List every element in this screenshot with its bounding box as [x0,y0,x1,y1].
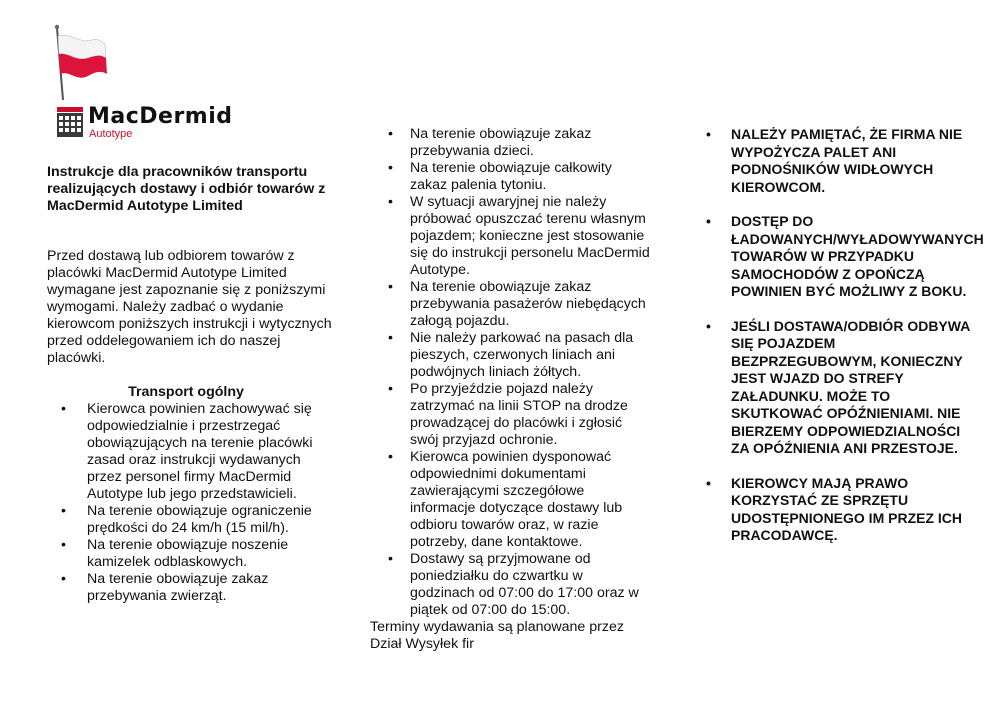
bullet-icon: • [61,503,66,519]
bullet-icon: • [388,126,393,142]
bullet-icon: • [388,160,393,176]
right-column [706,126,984,562]
left-column [47,164,337,605]
left-bullet-list [61,401,337,605]
bullet-icon: • [388,279,393,295]
list-item [388,160,650,194]
list-item-text: Na terenie obowiązuje całkowity zakaz palenia tytoniu. [410,160,612,193]
list-item [61,537,337,571]
list-item-text: KIEROWCY MAJĄ PRAWO KORZYSTAĆ ZE SPRZĘTU UDOSTĘPNIONEGO IM PRZEZ ICH PRACODAWCĘ. [731,474,963,543]
bullet-icon: • [61,571,66,587]
bullet-icon: • [388,194,393,210]
list-item-text: Nie należy parkować na pasach dla pieszych, czerwonych liniach ani podwójnych liniach żółtych. [410,330,634,380]
list-item [388,194,650,279]
list-item-text: W sytuacji awaryjnej nie należy próbować opuszczać terenu własnym pojazdem; konieczne jest stosowanie się do instrukcji personelu MacDermid Autotype. [410,194,650,278]
list-item-text: Na terenie obowiązuje zakaz przebywania pasażerów niebędących załogą pojazdu. [410,279,646,329]
right-bullet-list [706,126,984,545]
intro-paragraph: Przed dostawą lub odbiorem towarów z placówki MacDermid Autotype Limited wymagane jest zapoznanie się z poniższymi wymogami. Należy zadbać o wydanie kierowcom poniższych instrukcji i wytycznych przed oddelegowaniem ich do naszej placówki. [47,248,332,366]
list-item [61,503,337,537]
list-item-text: Na terenie obowiązuje noszenie kamizelek odblaskowych. [87,537,289,570]
bullet-icon: • [706,126,711,142]
list-item-text: Kierowca powinien dysponować odpowiednimi dokumentami zawierającymi szczegółowe informacje dotyczące dostawy lub odbioru towarów oraz, w razie potrzeby, dane kontaktowe. [410,449,623,550]
bullet-icon: • [61,537,66,553]
bullet-icon: • [706,213,711,229]
list-item [388,381,650,449]
list-item-text: Dostawy są przyjmowane od poniedziałku do czwartku w godzinach od 07:00 do 17:00 oraz w piątek od 07:00 do 15:00. [410,551,639,618]
middle-bullet-list [388,126,650,619]
list-item [706,318,976,458]
logo-subtitle: Autotype [89,128,133,140]
macdermid-logo [57,105,287,145]
bullet-icon: • [706,317,711,334]
list-item-text: DOSTĘP DO ŁADOWANYCH/WYŁADOWYWANYCH TOWARÓW W PRZYPADKU SAMOCHODÓW Z OPOŃCZĄ POWINIEN BYĆ MOŻLIWY Z BOKU. [731,213,984,299]
list-item [706,126,976,196]
list-item-text: JEŚLI DOSTAWA/ODBIÓR ODBYWA SIĘ POJAZDEM BEZPRZEGUBOWYM, KONIECZNY JEST WJAZD DO STREFY ZAŁADUNKU. MOŻE TO SKUTKOWAĆ OPÓŹNIENIAMI. NIE BIERZEMY ODPOWIEDZIALNOŚCI ZA OPÓŹNIENIA ANI PRZESTOJE. [731,317,970,456]
bullet-icon: • [388,381,393,397]
list-item-text: Na terenie obowiązuje zakaz przebywania dzieci. [410,126,592,159]
list-item-text: Na terenie obowiązuje zakaz przebywania zwierząt. [87,571,269,604]
polish-flag-icon [50,22,110,102]
bullet-icon: • [388,330,393,346]
list-item-text: NALEŻY PAMIĘTAĆ, ŻE FIRMA NIE WYPOŻYCZA PALET ANI PODNOŚNIKÓW WIDŁOWYCH KIEROWCOM. [731,126,963,195]
logo-name: MacDermid [88,104,233,129]
list-item-text: Po przyjeździe pojazd należy zatrzymać na linii STOP na drodze prowadzącej do placówki i zgłosić swój przyjazd ochronie. [410,381,628,448]
list-item [388,449,650,551]
list-item-text: Kierowca powinien zachowywać się odpowiedzialnie i przestrzegać obowiązujących na terenie placówki zasad oraz instrukcji wydawanych przez personel firmy MacDermid Autotype lub jego przedstawicieli. [87,401,313,502]
list-item [388,126,650,160]
list-item [388,279,650,330]
list-item [61,571,337,605]
list-item [706,475,976,545]
bullet-icon: • [388,449,393,465]
bullet-icon: • [706,474,711,491]
logo-grid-icon [57,107,83,137]
list-item [388,551,650,619]
section-heading: Transport ogólny [128,384,244,400]
list-item [388,330,650,381]
list-item-text: Na terenie obowiązuje ograniczenie prędkości do 24 km/h (15 mil/h). [87,503,312,536]
list-item [61,401,337,503]
list-item [706,213,984,301]
middle-column [370,126,650,653]
document-title: Instrukcje dla pracowników transportu realizujących dostawy i odbiór towarów z MacDermid Autotype Limited [47,164,326,214]
bullet-icon: • [388,551,393,567]
bullet-icon: • [61,401,66,417]
schedule-note: Terminy wydawania są planowane przez Dział Wysyłek fir [370,619,624,652]
